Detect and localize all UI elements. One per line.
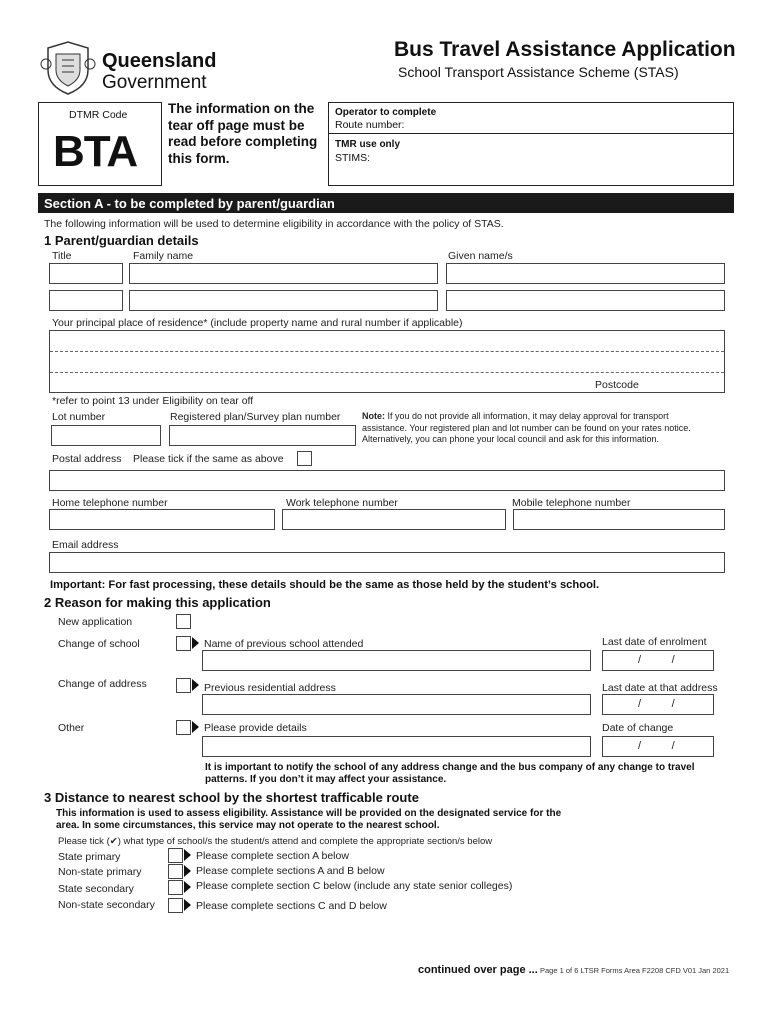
dtmr-code-label: DTMR Code (69, 109, 128, 121)
last-at-address-input[interactable] (602, 694, 714, 715)
note-block (362, 411, 691, 446)
school-type-label: Non-state secondary (58, 899, 155, 911)
tmr-label: TMR use only (335, 139, 401, 150)
prev-address-label: Previous residential address (204, 682, 336, 694)
section-a-heading: Section A - to be completed by parent/guardian (44, 196, 335, 211)
residence-divider-2 (50, 372, 724, 373)
prev-school-label: Name of previous school attended (204, 638, 364, 650)
q3-info-line-2: area. In some circumstances, this service may not operate to the nearest school. (56, 820, 440, 831)
provide-details-label: Please provide details (204, 722, 307, 734)
plan-label: Registered plan/Survey plan number (170, 411, 341, 423)
important-note: Important: For fast processing, these details should be the same as those held by the student’s school. (50, 579, 600, 591)
q3-info (56, 808, 561, 832)
arrow-right-icon (184, 899, 191, 911)
notify-line-1: It is important to notify the school of any address change and the bus company of any change to travel (205, 762, 695, 773)
continued-label: continued over page ... (418, 964, 538, 976)
mobile-phone-label: Mobile telephone number (512, 497, 631, 509)
notify-note (205, 762, 695, 786)
q1-title: 1 Parent/guardian details (44, 233, 199, 248)
residence-divider-1 (50, 351, 724, 352)
arrow-right-icon (192, 721, 199, 733)
new-app-checkbox[interactable] (176, 614, 191, 629)
dtmr-code-box (38, 102, 162, 186)
family-label: Family name (133, 250, 194, 262)
work-phone-label: Work telephone number (286, 497, 398, 509)
page-subtitle: School Transport Assistance Scheme (STAS) (398, 64, 679, 80)
arrow-right-icon (192, 679, 199, 691)
school-type-label: Non-state primary (58, 866, 142, 878)
mobile-phone-input[interactable] (513, 509, 725, 530)
school-type-label: State secondary (58, 883, 134, 895)
school-type-label: State primary (58, 851, 121, 863)
new-app-label: New application (58, 616, 133, 628)
last-enrol-label: Last date of enrolment (602, 636, 707, 648)
prev-school-input[interactable] (202, 650, 591, 671)
section-a-banner (38, 193, 734, 213)
change-address-checkbox[interactable] (176, 678, 191, 693)
org-name: Queensland (102, 50, 217, 72)
non-state-secondary-checkbox[interactable] (168, 898, 183, 913)
section-a-intro: The following information will be used to determine eligibility in accordance with the policy of STAS. (44, 218, 504, 230)
lot-label: Lot number (52, 411, 106, 423)
note-bold: Note: (362, 411, 385, 421)
home-phone-label: Home telephone number (52, 497, 168, 509)
email-input[interactable] (49, 552, 725, 573)
title-input-2[interactable] (49, 290, 123, 311)
note-line-3: Alternatively, you can phone your local council and ask for this information. (362, 434, 659, 444)
postal-same-label: Please tick if the same as above (133, 453, 284, 465)
date-slashes: / / (638, 698, 675, 710)
given-label: Given name/s (448, 250, 513, 262)
operator-label: Operator to complete (335, 107, 437, 118)
arrow-right-icon (184, 849, 191, 861)
q2-title: 2 Reason for making this application (44, 595, 271, 610)
title-input-1[interactable] (49, 263, 123, 284)
postal-label: Postal address (52, 453, 122, 465)
school-type-action: Please complete sections C and D below (196, 900, 387, 912)
last-at-address-label: Last date at that address (602, 682, 718, 694)
change-address-label: Change of address (58, 678, 147, 690)
operator-divider (329, 133, 733, 134)
residence-label: Your principal place of residence* (include property name and rural number if applicable) (52, 317, 463, 329)
note-line-2: assistance. Your registered plan and lot number can be found on your rates notice. (362, 422, 691, 433)
lot-input[interactable] (51, 425, 161, 446)
tear-off-note: The information on the tear off page must be read before completing this form. (168, 101, 318, 166)
org-name-2: Government (102, 72, 207, 93)
email-label: Email address (52, 539, 119, 551)
date-slashes: / / (638, 654, 675, 666)
operator-box (328, 102, 734, 186)
arrow-right-icon (184, 881, 191, 893)
change-school-label: Change of school (58, 638, 140, 650)
given-input-2[interactable] (446, 290, 725, 311)
home-phone-input[interactable] (49, 509, 275, 530)
plan-input[interactable] (169, 425, 356, 446)
other-details-input[interactable] (202, 736, 591, 757)
postal-input[interactable] (49, 470, 725, 491)
family-input-1[interactable] (129, 263, 438, 284)
refer-note: *refer to point 13 under Eligibility on tear off (52, 395, 254, 407)
non-state-primary-checkbox[interactable] (168, 864, 183, 879)
state-secondary-checkbox[interactable] (168, 880, 183, 895)
postcode-label: Postcode (595, 379, 639, 391)
state-primary-checkbox[interactable] (168, 848, 183, 863)
school-type-action: Please complete section C below (include any state senior colleges) (196, 880, 513, 892)
q3-info-line-1: This information is used to assess eligibility. Assistance will be provided on the designated service for the (56, 808, 562, 819)
page-title: Bus Travel Assistance Application (394, 38, 736, 61)
change-school-checkbox[interactable] (176, 636, 191, 651)
work-phone-input[interactable] (282, 509, 506, 530)
prev-address-input[interactable] (202, 694, 591, 715)
arrow-right-icon (184, 865, 191, 877)
note-line-1: If you do not provide all information, it may delay approval for transport (387, 411, 669, 421)
title-label: Title (52, 250, 72, 262)
tick-note: Please tick (✔) what type of school/s the student/s attend and complete the appropriate section/s below (58, 836, 493, 847)
dtmr-code: BTA (53, 127, 138, 176)
postal-same-checkbox[interactable] (297, 451, 312, 466)
route-label[interactable]: Route number: (335, 119, 405, 131)
qld-crest-icon (38, 40, 98, 96)
arrow-right-icon (192, 637, 199, 649)
date-change-input[interactable] (602, 736, 714, 757)
school-type-action: Please complete section A below (196, 850, 349, 862)
date-slashes: / / (638, 740, 675, 752)
other-label: Other (58, 722, 85, 734)
given-input-1[interactable] (446, 263, 725, 284)
school-type-action: Please complete sections A and B below (196, 865, 385, 877)
page-info: Page 1 of 6 LTSR Forms Area F2208 CFD V01 Jan 2021 (540, 966, 730, 975)
last-enrol-input[interactable] (602, 650, 714, 671)
stims-label[interactable]: STIMS: (335, 152, 371, 164)
family-input-2[interactable] (129, 290, 438, 311)
q3-title: 3 Distance to nearest school by the shortest trafficable route (44, 790, 419, 805)
notify-line-2: patterns. If you don’t it may affect your assistance. (205, 774, 447, 785)
date-change-label: Date of change (602, 722, 674, 734)
other-checkbox[interactable] (176, 720, 191, 735)
